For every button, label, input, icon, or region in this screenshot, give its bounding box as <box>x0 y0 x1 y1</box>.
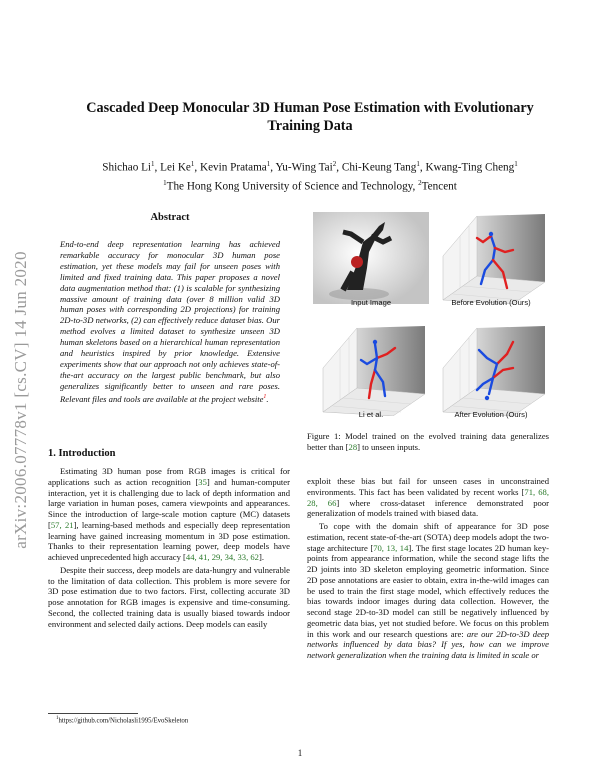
page-number: 1 <box>297 748 303 758</box>
affiliations: $^1$The Hong Kong University of Science and Technology, $^2$Tencent <box>163 178 457 193</box>
after-evolution-label: After Evolution (Ours) <box>454 410 528 419</box>
intro-right-column <box>307 476 549 661</box>
footnote: $^1$https://github.com/Nicholasli1995/EvoSkeleton <box>56 716 189 725</box>
before-evolution-plot <box>433 212 549 304</box>
after-evolution-plot <box>433 324 549 416</box>
project-url-link[interactable]: https://github.com/Nicholasli1995/EvoSkeleton <box>58 717 189 725</box>
li-et-al-plot <box>313 324 429 416</box>
citation-link[interactable]: 57, 21 <box>50 519 74 530</box>
abstract-heading: Abstract <box>150 212 190 223</box>
citation-link[interactable]: 44, 41, 29, 34, 33, 62 <box>185 552 259 562</box>
intro-paragraph-4: To cope with the domain shift of appearance for 3D pose estimation, recent state-of-the-art (SOTA) deep models adopt the two-stage architecture [70, 13, 14]. The first stage locates 2D human key-points from appearance information, while the second stage lifts the 2D joints into 3D skeleton employing geometric information. Since 2D pose annotations are easier to obtain, extra in-the-wild images can be used to train the first stage model, which effectively reduces the bias towards indoor images during data collection. However, the second stage 2D-to-3D model can still be negatively influenced by geometric data bias, yet not studied before. We focus on this problem in this work and our research questions are: are our 2D-to-3D deep networks influenced by data bias? If yes, how can we improve network generalization when the training data is limited in scale or <box>307 521 549 660</box>
abstract-text: End-to-end deep representation learning has achieved remarkable accuracy for monocular 3D human pose estimation, yet these models may fail for unseen poses with limited and fixed training data. This paper proposes a novel data augmentation method that: (1) is scalable for synthesizing massive amount of training data (over 8 million valid 3D human poses with corresponding 2D projections) for training 2D-to-3D networks, (2) can effectively reduce dataset bias. Our method evolves a limited dataset to synthesize unseen 3D human skeletons based on a hierarchical human representation and heuristics inspired by prior knowledge. Extensive experiments show that our approach not only achieves state-of-the-art accuracy on the largest public benchmark, but also generalizes significantly better to unseen and rare poses. Relevant files and tools are available at the project website$^1$. <box>60 239 280 404</box>
paper-title: Cascaded Deep Monocular 3D Human Pose Estimation with Evolutionary Training Data <box>86 100 534 134</box>
arxiv-sidebar-stamp: arXiv:2006.07778v1 [cs.CV] 14 Jun 2020 <box>11 251 31 549</box>
figure-1-caption: Figure 1: Model trained on the evolved training data generalizes better than [28] to unseen inputs. <box>307 431 549 452</box>
before-evolution-label: Before Evolution (Ours) <box>451 298 531 307</box>
citation-link[interactable]: 28 <box>348 442 358 452</box>
intro-paragraph-2: Despite their success, deep models are data-hungry and vulnerable to the limitation of data collection. This problem is more severe for 3D pose estimation due to two factors. First, collecting accurate 3D pose annotation for RGB images is expensive and time-consuming. Second, the collected training data is usually biased towards indoor environment and selected daily actions. Deep models can easily <box>48 564 290 629</box>
input-image <box>313 212 429 304</box>
introduction-heading: 1. Introduction <box>48 448 116 459</box>
figure-1 <box>309 212 549 430</box>
author-list: Shichao Li$^1$, Lei Ke$^1$, Kevin Pratama$^1$, Yu-Wing Tai$^2$, Chi-Keung Tang$^1$, Kwang-Ting Cheng$^1$ <box>102 160 518 174</box>
li-et-al-panel <box>313 324 429 424</box>
intro-paragraph-1: Estimating 3D human pose from RGB images is critical for applications such as action recognition [35] and human-computer interaction, yet it is challenging due to lack of depth information and large variation in human poses, camera viewpoints and appearances. Since the introduction of large-scale motion capture (MC) datasets [57, 21], learning-based methods and especially deep representation learning have gained increasing momentum in 3D pose estimation. Thanks to their representation learning power, deep models have achieved unprecedented high accuracy [44, 41, 29, 34, 33, 62]. <box>48 466 290 562</box>
author-block <box>50 157 570 194</box>
footnote-link[interactable]: 1 <box>263 393 267 400</box>
input-image-label: Input Image <box>350 298 392 307</box>
footnote-rule <box>48 713 138 714</box>
input-image-panel <box>313 212 429 312</box>
citation-link[interactable]: 70, 13, 14 <box>373 542 409 553</box>
intro-left-column <box>48 466 290 629</box>
li-et-al-label: Li et al. <box>358 410 384 419</box>
intro-paragraph-3: exploit these bias but fail for unseen cases in unconstrained environments. This fact has been validated by recent works [71, 68, 28, 66] where cross-dataset inference demonstrated poor generalization of models trained with biased data. <box>307 476 550 519</box>
citation-link[interactable]: 71, 68, 28, 66 <box>307 486 550 508</box>
citation-link[interactable]: 35 <box>198 476 207 487</box>
before-evolution-panel <box>433 212 549 312</box>
after-evolution-panel <box>433 324 549 424</box>
